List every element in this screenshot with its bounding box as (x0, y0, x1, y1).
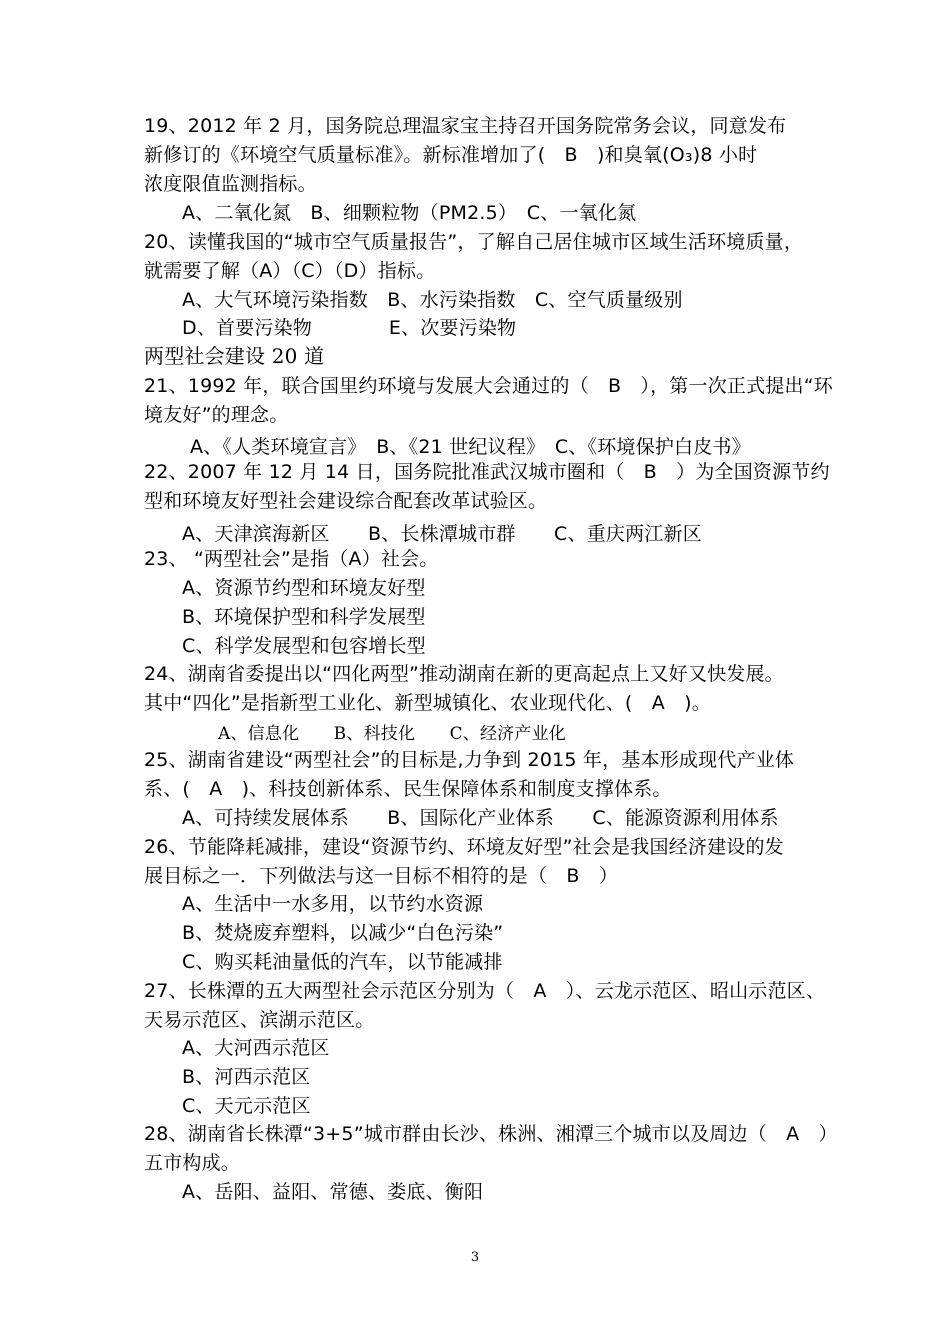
question-27-option-b: B、河西示范区 (182, 1066, 311, 1088)
question-25-line-1: 25、湖南省建设“两型社会”的目标是,力争到 2015 年，基本形成现代产业体 (144, 749, 795, 771)
question-26-option-b: B、焚烧废弃塑料，以减少“白色污染” (182, 922, 504, 944)
question-22-options: A、天津滨海新区 B、长株潭城市群 C、重庆两江新区 (182, 523, 702, 545)
question-19-options: A、二氧化氮 B、细颗粒物（PM2.5） C、一氧化氮 (182, 202, 637, 224)
question-20-line-2: 就需要了解（A）（C）（D）指标。 (144, 260, 436, 282)
question-21-line-1: 21、1992 年，联合国里约环境与发展大会通过的（ B ），第一次正式提出“环 (144, 375, 833, 397)
question-28-option-a: A、岳阳、益阳、常德、娄底、衡阳 (182, 1181, 484, 1203)
question-27-option-a: A、大河西示范区 (182, 1037, 330, 1059)
question-20-line-1: 20、读懂我国的“城市空气质量报告”，了解自己居住城市区域生活环境质量， (144, 231, 804, 253)
question-28-line-2: 五市构成。 (144, 1152, 241, 1174)
page-number: 3 (470, 1250, 480, 1265)
question-21-options: A、《人类环境宣言》 B、《21 世纪议程》 C、《环境保护白皮书》 (190, 436, 751, 458)
question-22-line-1: 22、2007 年 12 月 14 日，国务院批准武汉城市圈和（ B ）为全国资源节约 (144, 461, 830, 483)
question-26-option-c: C、购买耗油量低的汽车，以节能减排 (182, 951, 503, 973)
question-28-line-1: 28、湖南省长株潭“3+5”城市群由长沙、株洲、湘潭三个城市以及周边（ A ） (144, 1123, 838, 1145)
question-26-line-1: 26、节能降耗减排，建设“资源节约、环境友好型”社会是我国经济建设的发 (144, 836, 784, 858)
question-27-option-c: C、天元示范区 (182, 1095, 311, 1117)
question-24-line-2: 其中“四化”是指新型工业化、新型城镇化、农业现代化、( A )。 (144, 692, 711, 714)
question-26-option-a: A、生活中一水多用，以节约水资源 (182, 893, 484, 915)
question-21-line-2: 境友好”的理念。 (144, 404, 289, 426)
question-23-line-1: 23、 “两型社会”是指（A）社会。 (144, 548, 439, 570)
question-23-option-b: B、环境保护型和科学发展型 (182, 606, 426, 628)
question-19-line-2: 新修订的《环境空气质量标准》。新标准增加了( B )和臭氧(O₃)8 小时 (144, 144, 758, 166)
section-heading: 两型社会建设 20 道 (144, 344, 325, 368)
question-25-options: A、可持续发展体系 B、国际化产业体系 C、能源资源利用体系 (182, 807, 779, 829)
question-27-line-2: 天易示范区、滨湖示范区。 (144, 1009, 375, 1031)
question-27-line-1: 27、长株潭的五大两型社会示范区分别为（ A ）、云龙示范区、昭山示范区、 (144, 980, 826, 1002)
question-20-options-1: A、大气环境污染指数 B、水污染指数 C、空气质量级别 (182, 289, 683, 311)
question-24-line-1: 24、湖南省委提出以“四化两型”推动湖南在新的更高起点上又好又快发展。 (144, 663, 784, 685)
question-23-option-c: C、科学发展型和包容增长型 (182, 635, 426, 657)
question-24-options: A、信息化 B、科技化 C、经济产业化 (218, 724, 566, 744)
question-19-line-3: 浓度限值监测指标。 (144, 173, 317, 195)
question-25-line-2: 系、( A )、科技创新体系、民生保障体系和制度支撑体系。 (144, 778, 672, 800)
question-22-line-2: 型和环境友好型社会建设综合配套改革试验区。 (144, 490, 548, 512)
question-20-options-2: D、首要污染物 E、次要污染物 (182, 317, 517, 339)
question-19-line-1: 19、2012 年 2 月，国务院总理温家宝主持召开国务院常务会议，同意发布 (144, 115, 787, 137)
question-23-option-a: A、资源节约型和环境友好型 (182, 577, 426, 599)
question-26-line-2: 展目标之一．下列做法与这一目标不相符的是（ B ） (144, 865, 619, 887)
